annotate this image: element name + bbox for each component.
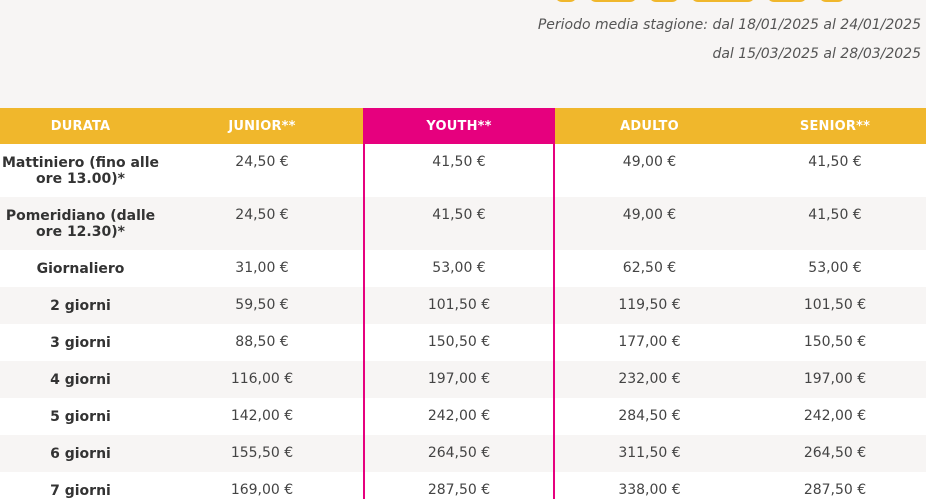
price-cell-senior: 41,50 € [744,144,926,197]
price-cell-senior: 264,50 € [744,435,926,472]
price-cell-youth: 41,50 € [364,197,554,250]
price-cell-junior: 24,50 € [161,197,364,250]
price-cell-youth: 53,00 € [364,250,554,287]
cropped-title-decoration [555,0,895,2]
title-fragment [555,0,577,2]
price-cell-junior: 155,50 € [161,435,364,472]
price-cell-junior: 59,50 € [161,287,364,324]
price-cell-junior: 88,50 € [161,324,364,361]
row-label-durata: 4 giorni [0,361,161,398]
table-row [0,197,926,250]
price-cell-youth: 41,50 € [364,144,554,197]
table-row [0,435,926,472]
table-header-row [0,108,926,144]
column-header-adulto: ADULTO [554,108,744,144]
table-row [0,287,926,324]
price-cell-adulto: 49,00 € [554,197,744,250]
price-cell-adulto: 62,50 € [554,250,744,287]
price-cell-youth: 287,50 € [364,472,554,499]
price-cell-junior: 31,00 € [161,250,364,287]
table-row [0,361,926,398]
price-cell-senior: 287,50 € [744,472,926,499]
table-row [0,250,926,287]
header-band [0,0,926,108]
price-cell-youth: 101,50 € [364,287,554,324]
price-cell-senior: 197,00 € [744,361,926,398]
price-cell-junior: 169,00 € [161,472,364,499]
price-cell-adulto: 284,50 € [554,398,744,435]
price-cell-senior: 41,50 € [744,197,926,250]
price-cell-adulto: 311,50 € [554,435,744,472]
row-label-durata: 3 giorni [0,324,161,361]
price-cell-adulto: 49,00 € [554,144,744,197]
row-label-durata: 2 giorni [0,287,161,324]
title-fragment [589,0,637,2]
row-label-durata: 7 giorni [0,472,161,499]
price-cell-senior: 242,00 € [744,398,926,435]
row-label-durata: Giornaliero [0,250,161,287]
price-cell-junior: 24,50 € [161,144,364,197]
column-header-junior: JUNIOR** [161,108,364,144]
table-row [0,398,926,435]
price-cell-youth: 150,50 € [364,324,554,361]
row-label-durata: Mattiniero (fino alle ore 13.00)* [0,144,161,197]
price-cell-junior: 116,00 € [161,361,364,398]
column-header-senior: SENIOR** [744,108,926,144]
season-period-line-2: dal 15/03/2025 al 28/03/2025 [712,46,921,62]
price-cell-senior: 53,00 € [744,250,926,287]
price-cell-adulto: 232,00 € [554,361,744,398]
price-cell-junior: 142,00 € [161,398,364,435]
price-cell-senior: 150,50 € [744,324,926,361]
title-fragment [819,0,845,2]
row-label-durata: 6 giorni [0,435,161,472]
row-label-durata: Pomeridiano (dalle ore 12.30)* [0,197,161,250]
column-header-durata: DURATA [0,108,161,144]
title-fragment [691,0,755,2]
price-cell-adulto: 338,00 € [554,472,744,499]
table-row [0,144,926,197]
price-table [0,108,926,499]
price-cell-youth: 264,50 € [364,435,554,472]
title-fragment [649,0,679,2]
price-cell-youth: 242,00 € [364,398,554,435]
price-cell-senior: 101,50 € [744,287,926,324]
title-fragment [767,0,807,2]
column-header-youth: YOUTH** [364,108,554,144]
price-cell-adulto: 119,50 € [554,287,744,324]
price-cell-adulto: 177,00 € [554,324,744,361]
season-period-line-1: Periodo media stagione: dal 18/01/2025 al 24/01/2025 [537,17,921,33]
table-row [0,324,926,361]
price-cell-youth: 197,00 € [364,361,554,398]
row-label-durata: 5 giorni [0,398,161,435]
table-row [0,472,926,499]
